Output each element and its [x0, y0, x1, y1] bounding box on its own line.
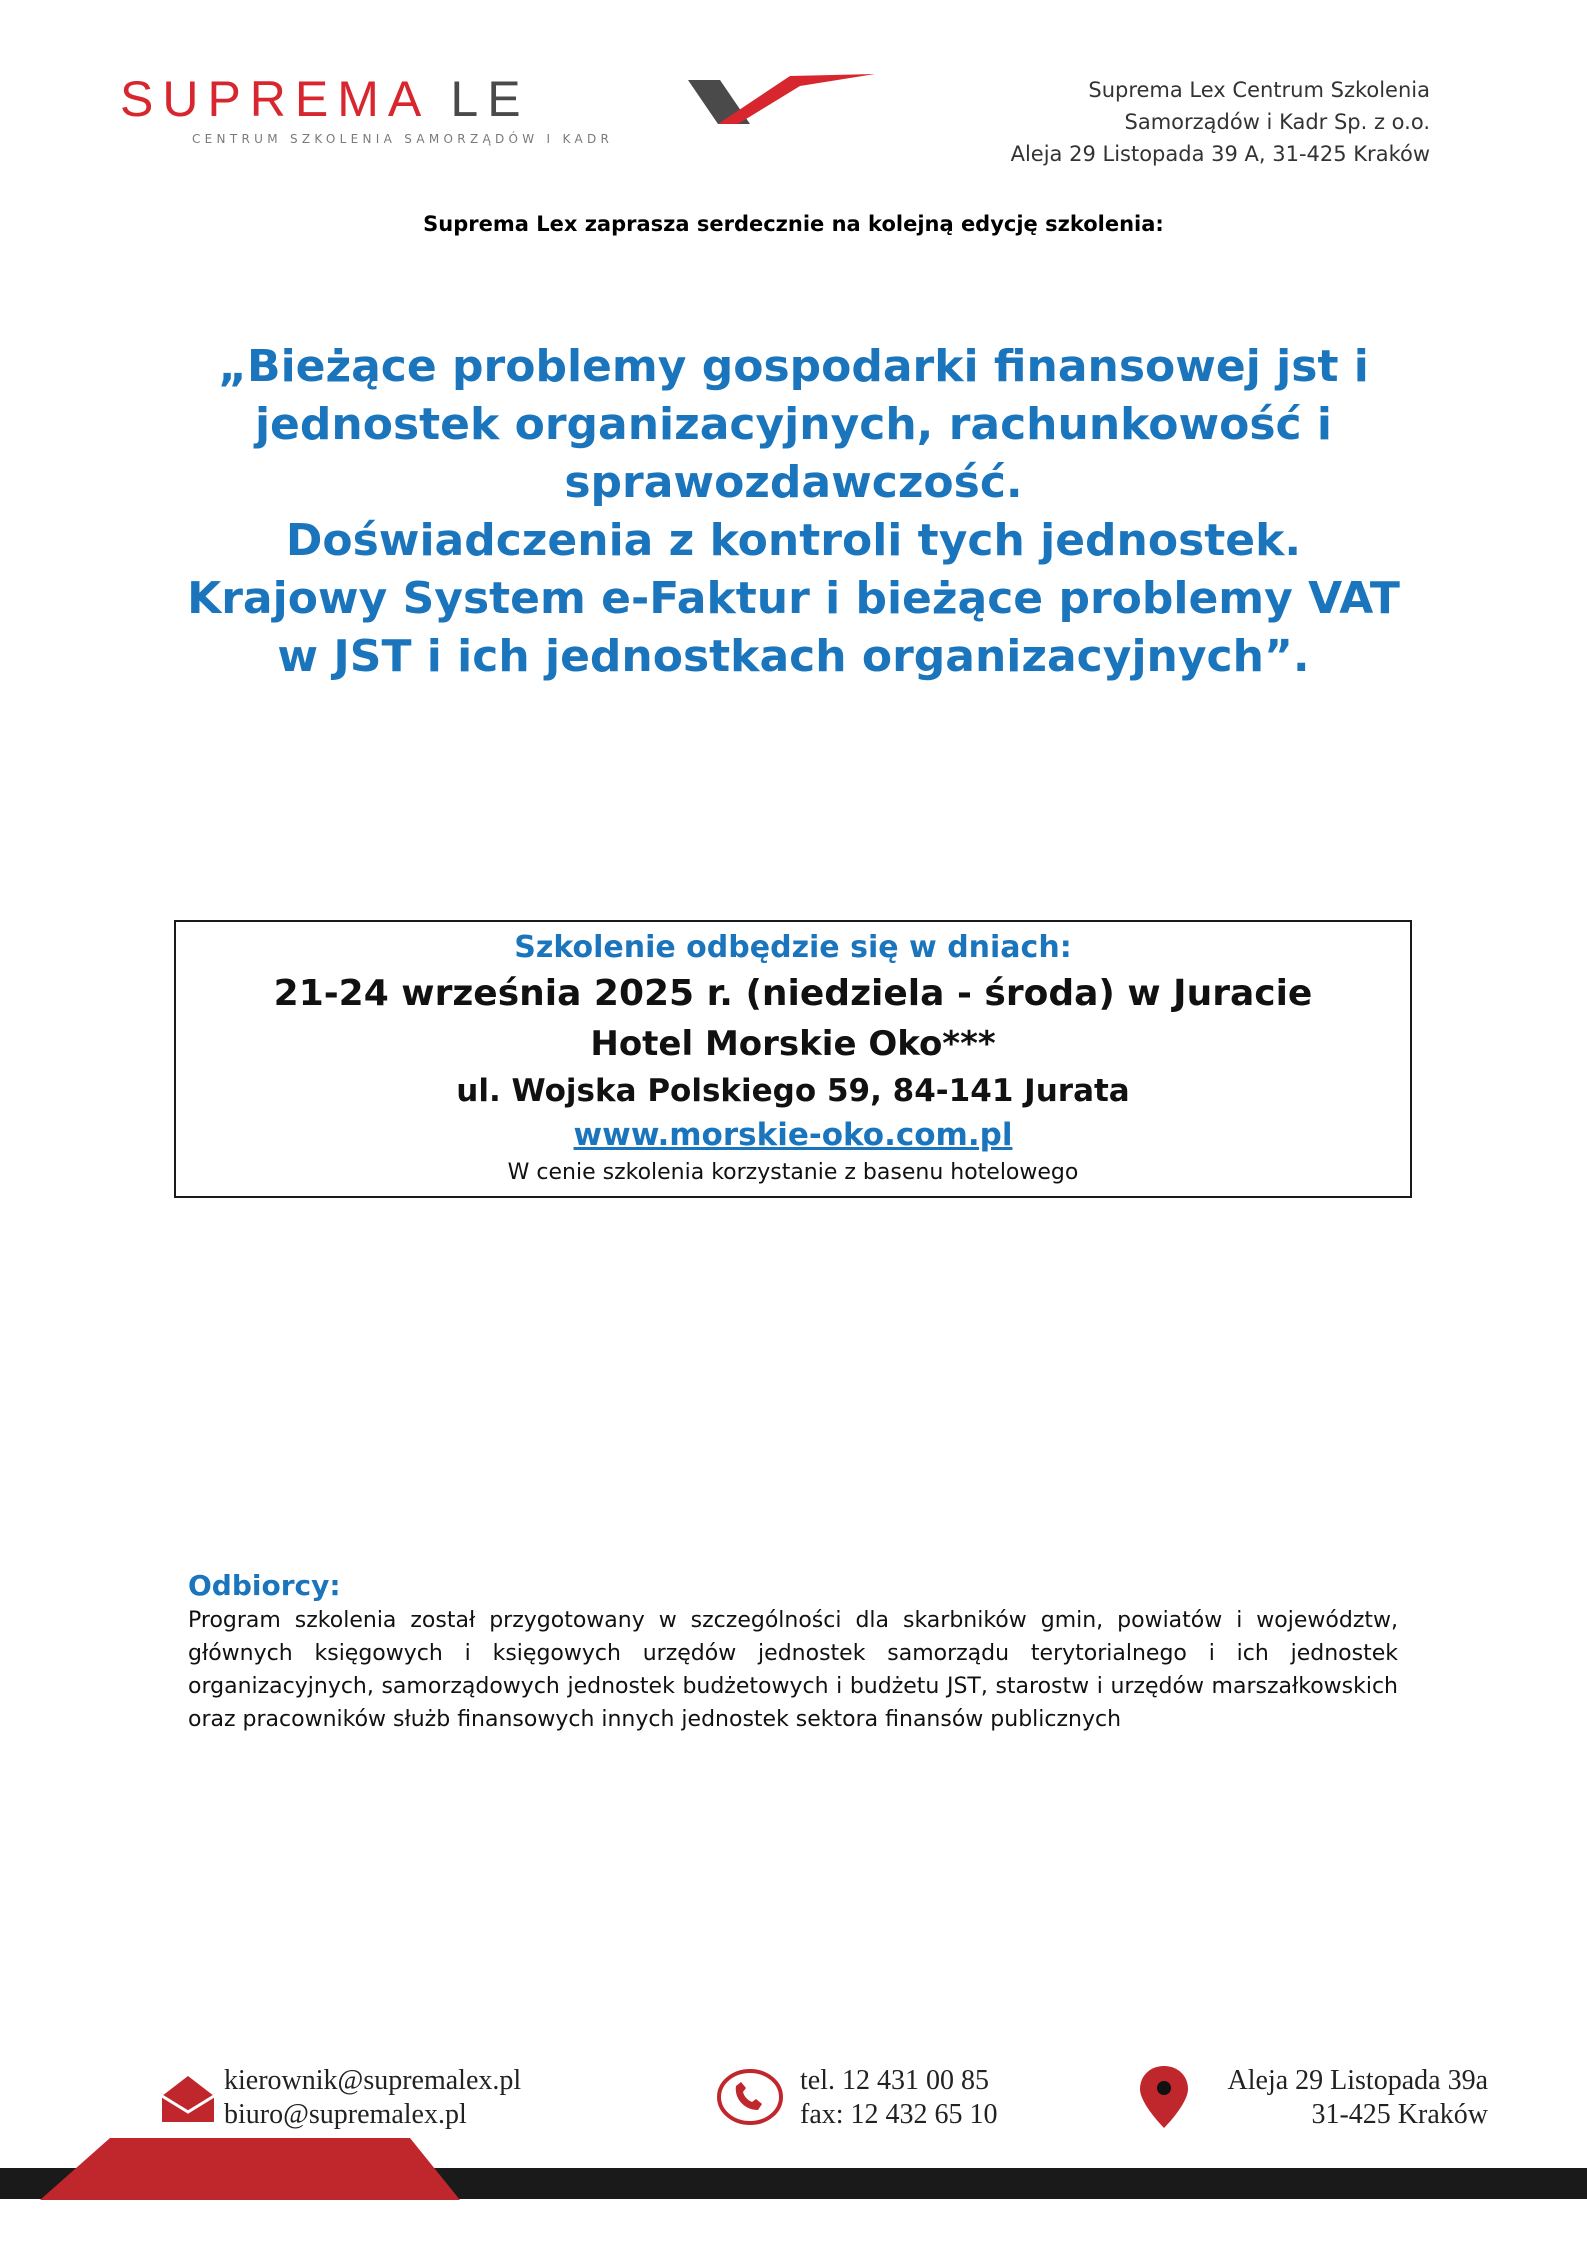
- logo-tagline: CENTRUM SZKOLENIA SAMORZĄDÓW I KADR: [192, 132, 614, 146]
- title-line: w JST i ich jednostkach organizacyjnych”.: [277, 631, 1310, 682]
- title-line: jednostek organizacyjnych, rachunkowość i: [254, 399, 1333, 450]
- recipients-section: [188, 1568, 1398, 1736]
- company-line: Samorządów i Kadr Sp. z o.o.: [1124, 110, 1430, 134]
- company-address: [1011, 74, 1430, 170]
- dates-label: Szkolenie odbędzie się w dniach:: [514, 930, 1072, 965]
- hotel-website-link[interactable]: www.morskie-oko.com.pl: [573, 1117, 1013, 1153]
- footer-address: [1188, 2064, 1488, 2132]
- title-line: sprawozdawczość.: [564, 457, 1023, 508]
- logo-word-lex: LE: [450, 71, 530, 127]
- footer-emails: [224, 2064, 521, 2132]
- footer-phones: [800, 2064, 998, 2132]
- hotel-name: Hotel Morskie Oko***: [590, 1024, 996, 1064]
- invitation-text: Suprema Lex zaprasza serdecznie na kolejną edycję szkolenia:: [423, 212, 1164, 236]
- address-line: Aleja 29 Listopada 39a: [1227, 2065, 1488, 2096]
- company-line: Aleja 29 Listopada 39 A, 31-425 Kraków: [1010, 142, 1430, 166]
- footer-red-shape: [40, 2138, 460, 2200]
- map-pin-icon: [1138, 2064, 1190, 2130]
- training-dates: 21-24 września 2025 r. (niedziela - środa) w Juracie: [273, 973, 1313, 1014]
- logo-word-suprema: SUPREMA: [120, 71, 428, 127]
- email-biuro-link[interactable]: biuro@supremalex.pl: [224, 2099, 467, 2130]
- logo-x-mark: [680, 72, 880, 132]
- phone-number: tel. 12 431 00 85: [800, 2065, 989, 2096]
- title-line: „Bieżące problemy gospodarki finansowej jst i: [218, 341, 1369, 392]
- suprema-lex-logo: [120, 70, 760, 160]
- phone-icon: [716, 2068, 784, 2126]
- recipients-heading: Odbiorcy:: [188, 1569, 341, 1602]
- recipients-body: Program szkolenia został przygotowany w szczególności dla skarbników gmin, powiatów i województw, głównych księgowych i księgowych urzędów jednostek samorządu terytorialnego i ich jednostek organizacyjnych, samorządowych jednostek budżetowych i budżetu JST, starostw i urzędów marszałkowskich oraz pracowników służb finansowych innych jednostek sektora finansów publicznych: [188, 1608, 1398, 1732]
- email-kierownik-link[interactable]: kierownik@supremalex.pl: [224, 2065, 522, 2096]
- fax-number: fax: 12 432 65 10: [800, 2099, 998, 2130]
- hotel-address: ul. Wojska Polskiego 59, 84-141 Jurata: [456, 1073, 1130, 1109]
- title-line: Doświadczenia z kontroli tych jednostek.: [285, 515, 1302, 566]
- training-info-box: [174, 920, 1412, 1198]
- company-line: Suprema Lex Centrum Szkolenia: [1088, 78, 1430, 102]
- address-line: 31-425 Kraków: [1311, 2099, 1488, 2130]
- training-title: [130, 338, 1457, 686]
- mail-icon: [160, 2074, 216, 2124]
- pool-note: W cenie szkolenia korzystanie z basenu hotelowego: [507, 1160, 1079, 1185]
- title-line: Krajowy System e-Faktur i bieżące problemy VAT: [187, 573, 1400, 624]
